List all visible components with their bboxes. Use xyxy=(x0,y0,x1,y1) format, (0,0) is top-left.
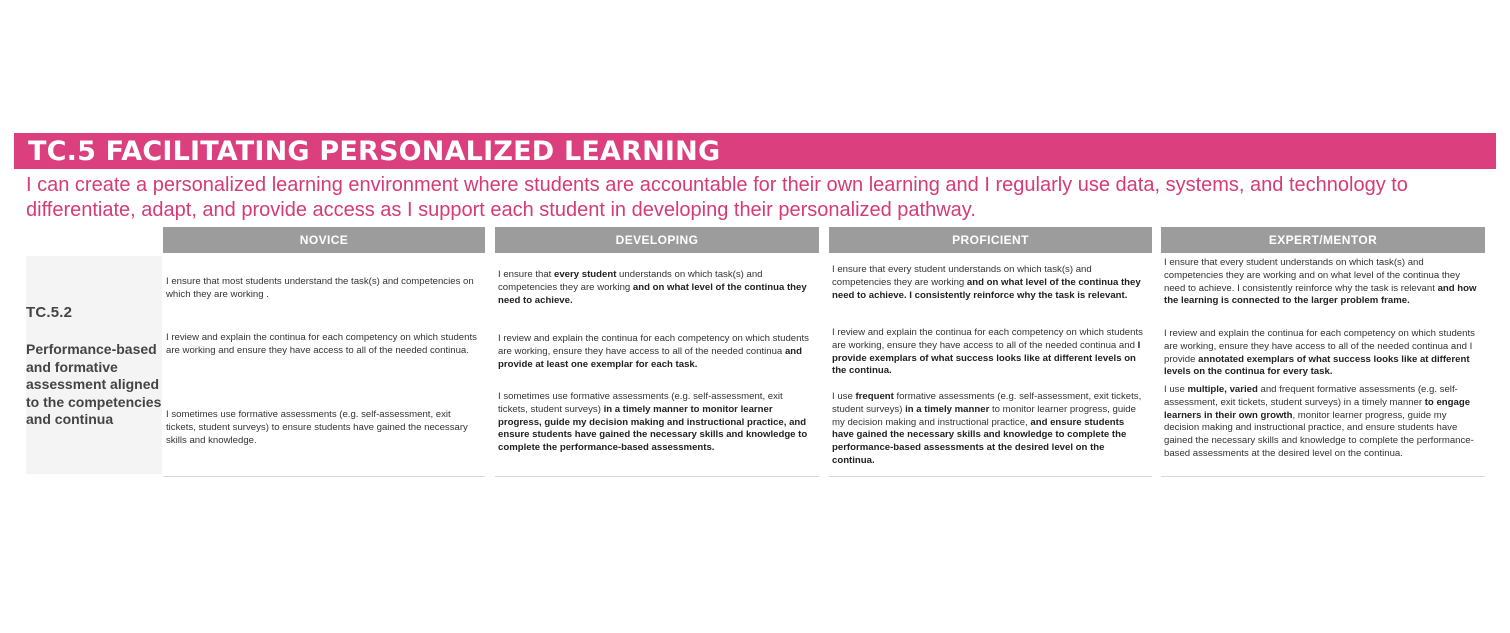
text: I review and explain the continua for each competency on which students are working, ensure they have access to all of the needed continua and xyxy=(832,327,1143,351)
text: I ensure that every student understands on which task(s) and competencies they are working xyxy=(832,264,1092,288)
bold-text: annotated exemplars of what success looks like at different levels on the continua for every task. xyxy=(1164,353,1470,378)
bold-text: and ensure students have gained the necessary skills and knowledge to complete the performance-based assessments at the desired level on the continua. xyxy=(832,416,1127,466)
level-header-novice: NOVICE xyxy=(163,227,485,253)
text: I review and explain the continua for each competency on which students are working, ensure they have access to all of the needed continua xyxy=(498,333,809,357)
text: , monitor learner progress, guide my decision making and instructional practice, and ensure students have gained the necessary skills and knowledge to complete the performance-based assessments at the desired level on the continua. xyxy=(1164,409,1474,459)
rubric-cell xyxy=(166,276,482,302)
level-header-proficient: PROFICIENT xyxy=(829,227,1152,253)
text: I ensure that most students understand the task(s) and competencies on which they are working . xyxy=(166,276,474,300)
bold-text: and provide at least one exemplar for each task. xyxy=(498,345,802,370)
competency-id: TC.5.2 xyxy=(26,304,73,321)
text: understands on which task(s) and competencies they are working xyxy=(498,269,763,293)
text: I use xyxy=(832,391,856,402)
novice-column xyxy=(163,256,485,477)
bold-text: I provide exemplars of what success looks like at different levels on the continua. xyxy=(832,339,1141,377)
expert-mentor-column xyxy=(1161,256,1485,477)
bold-text: and on what level of the continua they need to achieve. I consistently reinforce why the task is relevant. xyxy=(832,276,1141,301)
rubric-cell xyxy=(1164,257,1480,308)
competency-name: Performance-based and formative assessment aligned to the competencies and continua xyxy=(26,341,162,428)
text: I use xyxy=(1164,384,1188,395)
bold-text: in a timely manner to monitor learner progress, guide my decision making and instructional practice, and ensure students have gained the necessary skills and knowledge to complete the performance-based assessments. xyxy=(498,403,808,454)
section-description: I can create a personalized learning environment where students are accountable for their own learning and I regularly use data, systems, and technology to differentiate, adapt, and provide access as I support each student in developing their personalized pathway. xyxy=(26,174,1408,221)
bold-text: multiple, varied xyxy=(1187,384,1258,395)
bold-text: to engage learners in their own growth xyxy=(1164,396,1471,421)
rubric-cell xyxy=(1164,328,1480,379)
section-title: TC.5 FACILITATING PERSONALIZED LEARNING xyxy=(28,136,721,167)
text: I review and explain the continua for each competency on which students are working and ensure they have access to all of the needed continua. xyxy=(166,332,477,356)
rubric-cell xyxy=(498,333,814,371)
rubric-cell xyxy=(832,327,1148,378)
text: formative assessments (e.g. self-assessment, exit tickets, student surveys) xyxy=(832,391,1142,415)
text: I sometimes use formative assessments (e.g. self-assessment, exit tickets, student surveys) to ensure students have gained the necessary skills and knowledge. xyxy=(166,409,468,446)
rubric-cell xyxy=(166,409,482,447)
text: to monitor learner progress, guide my decision making and instructional practice, xyxy=(832,403,1136,428)
text: and frequent formative assessments (e.g. self-assessment, exit tickets, student surveys) in a timely manner xyxy=(1164,384,1458,408)
bold-text: frequent xyxy=(855,391,894,402)
proficient-column xyxy=(829,256,1152,477)
section-banner xyxy=(14,133,1496,169)
bold-text: every student xyxy=(554,269,617,280)
bold-text: and how the learning is connected to the larger problem frame. xyxy=(1164,282,1477,307)
level-header-expert-mentor: EXPERT/MENTOR xyxy=(1161,227,1485,253)
rubric-cell xyxy=(1164,384,1480,461)
rubric-cell xyxy=(832,264,1148,302)
text: I ensure that xyxy=(498,269,554,280)
rubric-cell xyxy=(498,391,814,455)
developing-column xyxy=(495,256,819,477)
text: I review and explain the continua for each competency on which students are working, ensure they have access to all of the needed continua and I provide xyxy=(1164,328,1475,365)
rubric-cell xyxy=(498,269,814,307)
rubric-cell xyxy=(832,391,1148,468)
level-header-developing: DEVELOPING xyxy=(495,227,819,253)
bold-text: and on what level of the continua they need to achieve. xyxy=(498,281,807,306)
text: I ensure that every student understands on which task(s) and competencies they are working and on what level of the continua they need to achieve. I consistently reinforce why the task is relevant xyxy=(1164,257,1460,294)
competency-label-column xyxy=(26,256,162,474)
text: I sometimes use formative assessments (e.g. self-assessment, exit tickets, student surveys) xyxy=(498,391,783,415)
rubric-cell xyxy=(166,332,482,358)
bold-text: in a timely manner xyxy=(905,403,990,415)
